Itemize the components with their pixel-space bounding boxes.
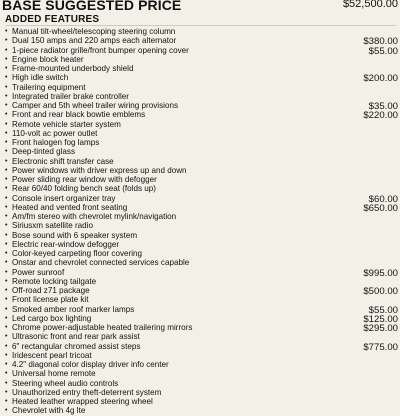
bullet-icon: • xyxy=(5,203,8,211)
bullet-icon: • xyxy=(5,65,8,72)
feature-price: $775.00 xyxy=(363,341,398,353)
bullet-icon: • xyxy=(5,351,8,359)
section-divider xyxy=(5,25,396,26)
feature-row xyxy=(0,138,400,147)
feature-row xyxy=(0,323,400,332)
feature-name: Off-road z71 package xyxy=(12,286,90,295)
feature-price: $55.00 xyxy=(368,45,398,57)
feature-row xyxy=(0,369,400,378)
feature-name: Front license plate kit xyxy=(12,295,89,305)
feature-name: 4.2" diagonal color display driver info center xyxy=(12,360,169,369)
bullet-icon: • xyxy=(5,398,8,405)
feature-name: Dual 150 amps and 220 amps each alternator xyxy=(12,36,177,46)
feature-row xyxy=(0,305,400,314)
feature-row xyxy=(0,231,400,240)
bullet-icon: • xyxy=(5,129,8,137)
feature-name: Ultrasonic front and rear park assist xyxy=(12,332,140,342)
feature-price: $380.00 xyxy=(363,36,398,48)
feature-name: Camper and 5th wheel trailer wiring provisions xyxy=(12,101,178,110)
bullet-icon: • xyxy=(5,166,8,174)
bullet-icon: • xyxy=(5,83,8,91)
feature-name: Am/fm stereo with chevrolet mylink/navigation xyxy=(12,212,177,221)
bullet-icon: • xyxy=(5,361,8,368)
feature-name: Deep-tinted glass xyxy=(12,147,75,157)
bullet-icon: • xyxy=(5,176,8,183)
bullet-icon: • xyxy=(5,287,8,294)
bullet-icon: • xyxy=(5,250,8,257)
feature-name: Console insert organizer tray xyxy=(12,193,116,203)
feature-name: 1-piece radiator grille/front bumper opening cover xyxy=(12,45,189,55)
feature-row xyxy=(0,83,400,92)
feature-row xyxy=(0,194,400,203)
feature-name: Electric rear-window defogger xyxy=(12,239,120,249)
feature-row xyxy=(0,212,400,221)
feature-price: $500.00 xyxy=(363,286,398,297)
bullet-icon: • xyxy=(5,333,8,341)
bullet-icon: • xyxy=(5,102,8,109)
feature-row xyxy=(0,36,400,48)
bullet-icon: • xyxy=(5,92,8,100)
feature-row xyxy=(0,277,400,286)
feature-row xyxy=(0,295,400,304)
feature-price: $995.00 xyxy=(363,267,398,279)
feature-name: Integrated trailer brake controller xyxy=(12,91,129,101)
feature-name: Chevrolet with 4g lte xyxy=(12,406,86,416)
feature-row xyxy=(0,268,400,277)
feature-row xyxy=(0,110,400,122)
feature-row xyxy=(0,342,400,351)
feature-row xyxy=(0,249,400,258)
feature-price: $220.00 xyxy=(363,110,398,122)
feature-row xyxy=(0,258,400,267)
feature-name: Frame-mounted underbody shield xyxy=(12,64,134,73)
feature-row xyxy=(0,184,400,193)
bullet-icon: • xyxy=(5,139,8,146)
feature-name: Power windows with driver express up and down xyxy=(12,165,187,175)
feature-row xyxy=(0,240,400,249)
bullet-icon: • xyxy=(5,74,8,82)
bullet-icon: • xyxy=(5,240,8,248)
feature-name: Onstar and chevrolet connected services capable xyxy=(12,258,190,268)
feature-row xyxy=(0,286,400,295)
feature-name: Steering wheel audio controls xyxy=(12,378,119,388)
feature-price: $60.00 xyxy=(368,193,398,205)
feature-price: $295.00 xyxy=(363,323,398,334)
bullet-icon: • xyxy=(5,185,8,193)
feature-name: Heated and vented front seating xyxy=(12,202,128,212)
feature-price: $200.00 xyxy=(363,73,398,85)
feature-name: Rear 60/40 folding bench seat (folds up) xyxy=(12,184,156,194)
feature-name: Led cargo box lighting xyxy=(12,313,92,323)
feature-row xyxy=(0,101,400,110)
feature-row xyxy=(0,397,400,406)
bullet-icon: • xyxy=(5,157,8,165)
feature-row xyxy=(0,147,400,156)
bullet-icon: • xyxy=(5,314,8,322)
bullet-icon: • xyxy=(5,231,8,239)
bullet-icon: • xyxy=(5,55,8,63)
bullet-icon: • xyxy=(5,259,8,267)
feature-row xyxy=(0,55,400,64)
feature-price: $35.00 xyxy=(368,101,398,112)
feature-name: High idle switch xyxy=(12,73,69,83)
bullet-icon: • xyxy=(5,111,8,119)
feature-name: Universal home remote xyxy=(12,369,96,379)
feature-name: 6" rectangular chromed assist steps xyxy=(12,341,141,351)
feature-name: Remote vehicle starter system xyxy=(12,119,121,129)
bullet-icon: • xyxy=(5,120,8,128)
feature-row xyxy=(0,175,400,184)
feature-row xyxy=(0,92,400,101)
feature-name: Unauthorized entry theft-deterrent system xyxy=(12,387,162,397)
feature-price: $650.00 xyxy=(363,202,398,214)
bullet-icon: • xyxy=(5,296,8,304)
feature-row xyxy=(0,73,400,85)
feature-name: Front halogen fog lamps xyxy=(12,138,100,147)
feature-row xyxy=(0,157,400,166)
feature-row xyxy=(0,203,400,212)
feature-row xyxy=(0,388,400,397)
price-header xyxy=(0,0,400,14)
feature-name: Chrome power-adjustable heated trailering mirrors xyxy=(12,323,193,332)
base-price-title: BASE SUGGESTED PRICE xyxy=(2,0,182,13)
feature-name: Power sliding rear window with defogger xyxy=(12,175,157,184)
bullet-icon: • xyxy=(5,305,8,313)
bullet-icon: • xyxy=(5,342,8,350)
bullet-icon: • xyxy=(5,222,8,230)
feature-row xyxy=(0,379,400,388)
feature-row xyxy=(0,406,400,415)
bullet-icon: • xyxy=(5,388,8,396)
added-features-heading: ADDED FEATURES xyxy=(5,14,100,25)
feature-name: Manual tilt-wheel/telescoping steering column xyxy=(12,27,176,36)
bullet-icon: • xyxy=(5,324,8,331)
feature-name: Engine block heater xyxy=(12,54,84,64)
feature-name: Electronic shift transfer case xyxy=(12,156,114,166)
bullet-icon: • xyxy=(5,379,8,387)
feature-name: Smoked amber roof marker lamps xyxy=(12,304,135,314)
feature-row xyxy=(0,351,400,360)
bullet-icon: • xyxy=(5,46,8,54)
feature-price: $55.00 xyxy=(368,304,398,316)
feature-name: Front and rear black bowtie emblems xyxy=(12,110,146,120)
feature-name: Trailering equipment xyxy=(12,82,86,92)
feature-row xyxy=(0,332,400,341)
feature-row xyxy=(0,166,400,175)
bullet-icon: • xyxy=(5,28,8,35)
feature-row xyxy=(0,46,400,55)
bullet-icon: • xyxy=(5,148,8,156)
feature-row xyxy=(0,129,400,138)
base-price-value: $52,500.00 xyxy=(342,0,398,10)
bullet-icon: • xyxy=(5,407,8,415)
feature-name: Power sunroof xyxy=(12,267,65,277)
feature-row xyxy=(0,360,400,369)
bullet-icon: • xyxy=(5,37,8,45)
bullet-icon: • xyxy=(5,194,8,202)
feature-row xyxy=(0,314,400,323)
feature-row xyxy=(0,120,400,129)
features-list xyxy=(0,27,400,416)
feature-name: Remote locking tailgate xyxy=(12,276,97,286)
feature-name: Color-keyed carpeting floor covering xyxy=(12,249,143,258)
feature-name: Siriusxm satellite radio xyxy=(12,221,93,231)
feature-name: Heated leather wrapped steering wheel xyxy=(12,397,153,406)
feature-row xyxy=(0,64,400,73)
feature-price: $125.00 xyxy=(363,313,398,325)
feature-row xyxy=(0,27,400,36)
feature-name: Bose sound with 6 speaker system xyxy=(12,230,138,240)
bullet-icon: • xyxy=(5,213,8,220)
bullet-icon: • xyxy=(5,268,8,276)
feature-name: Iridescent pearl tricoat xyxy=(12,350,92,360)
bullet-icon: • xyxy=(5,277,8,285)
feature-row xyxy=(0,221,400,230)
bullet-icon: • xyxy=(5,370,8,378)
feature-name: 110-volt ac power outlet xyxy=(12,128,98,138)
